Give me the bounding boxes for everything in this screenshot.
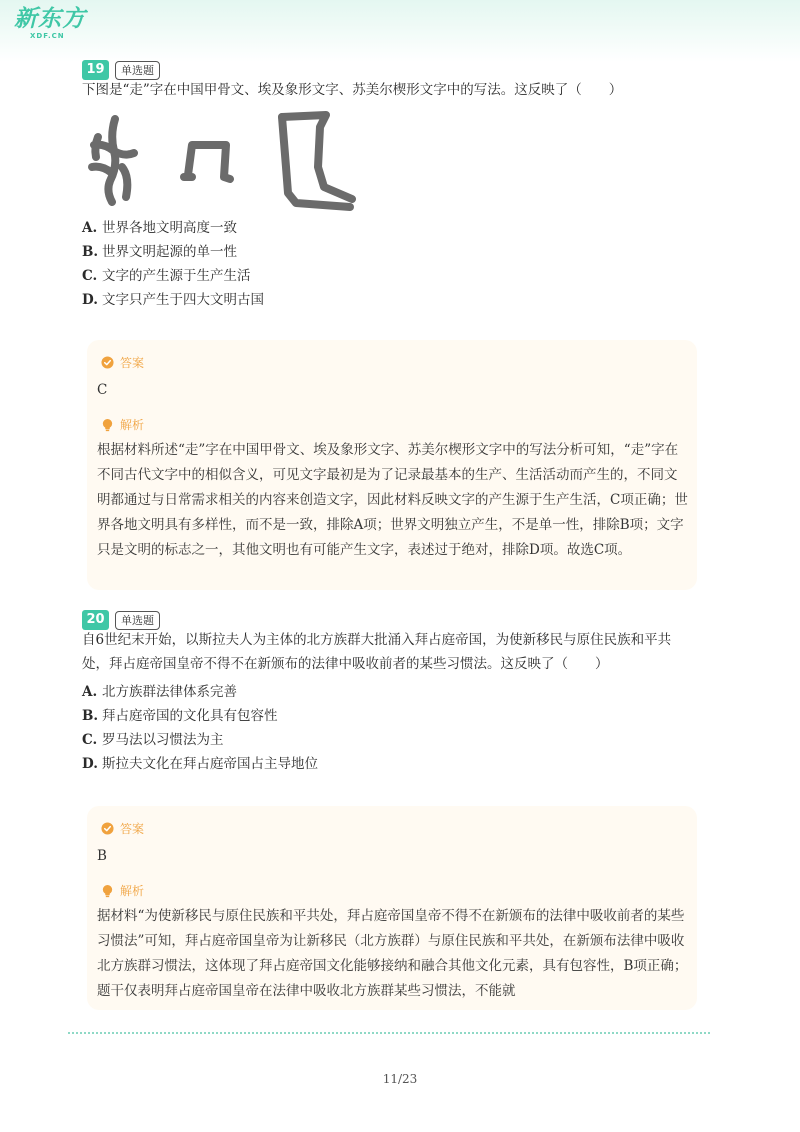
answer-label (101, 820, 144, 837)
option-c[interactable] (82, 728, 318, 752)
option-a[interactable] (82, 680, 318, 704)
answer-value: C (97, 382, 108, 398)
check-badge-icon (101, 356, 114, 369)
option-text: 世界各地文明高度一致 (102, 220, 237, 236)
option-d[interactable] (82, 288, 264, 312)
logo-text: 新东方 (14, 6, 86, 32)
check-badge-icon (101, 822, 114, 835)
answer-label-text: 答案 (120, 822, 145, 836)
logo-subtext: XDF.CN (30, 32, 65, 40)
option-a[interactable] (82, 216, 264, 240)
option-text: 北方族群法律体系完善 (102, 684, 237, 700)
question-19-header (82, 60, 160, 80)
option-letter: A. (82, 220, 98, 236)
question-20-header (82, 610, 160, 630)
lightbulb-icon (101, 418, 114, 432)
option-letter: B. (82, 244, 99, 260)
option-text: 罗马法以习惯法为主 (102, 732, 224, 748)
options-q19 (82, 216, 264, 312)
option-text: 拜占庭帝国的文化具有包容性 (102, 708, 278, 724)
analysis-text: 据材料“为使新移民与原住民族和平共处，拜占庭帝国皇帝不得不在新颁布的法律中吸收前者的某些习惯法”可知，拜占庭帝国皇帝为让新移民（北方族群）与原住民族和平共处，在新颁布法律中吸收北方族群习惯法，这体现了拜占庭帝国文化能够接纳和融合其他文化元素，具有包容性，B项正确；题干仅表明拜占庭帝国皇帝在法律中吸收北方族群某些习惯法，不能就 (97, 908, 688, 999)
analysis-text: 根据材料所述“走”字在中国甲骨文、埃及象形文字、苏美尔楔形文字中的写法分析可知，“走”字在不同古代文字中的相似含义，可见文字最初是为了记录最基本的生产、生活活动而产生的，不同文明都通过与日常需求相关的内容来创造文字，因此材料反映文字的产生源于生产生活，C项正确；世界各地文明具有多样性，而不是一致，排除A项；世界文明独立产生，不是单一性，排除B项；文字只是文明的标志之一，其他文明也有可能产生文字，表述过于绝对，排除D项。故选C项。 (97, 442, 688, 558)
option-letter: C. (82, 268, 98, 284)
analysis-label (101, 416, 144, 433)
option-b[interactable] (82, 704, 318, 728)
option-letter: A. (82, 684, 98, 700)
option-letter: D. (82, 292, 98, 308)
walk-glyphs-image (80, 107, 370, 217)
answer-value: B (97, 848, 107, 864)
cuneiform-glyph (282, 115, 352, 207)
question-stem: 自6世纪末开始，以斯拉夫人为主体的北方族群大批涌入拜占庭帝国，为使新移民与原住民族和平共处，拜占庭帝国皇帝不得不在新颁布的法律中吸收前者的某些习惯法。这反映了（ ） (82, 632, 672, 672)
question-type-badge: 单选题 (115, 611, 160, 630)
page-divider (68, 1032, 710, 1034)
egyptian-glyph (184, 145, 230, 179)
page-number: 11/23 (382, 1072, 418, 1086)
analysis-label-text: 解析 (120, 418, 145, 432)
option-letter: B. (82, 708, 99, 724)
answer-card-q19 (87, 340, 697, 590)
oracle-bone-glyph (92, 119, 134, 202)
header-band (0, 0, 800, 62)
question-type-badge: 单选题 (115, 61, 160, 80)
question-stem: 下图是“走”字在中国甲骨文、埃及象形文字、苏美尔楔形文字中的写法。这反映了（ ） (82, 82, 623, 98)
option-text: 斯拉夫文化在拜占庭帝国占主导地位 (102, 756, 318, 772)
option-d[interactable] (82, 752, 318, 776)
lightbulb-icon (101, 884, 114, 898)
analysis-label-text: 解析 (120, 884, 145, 898)
answer-label (101, 354, 144, 371)
question-number: 19 (82, 60, 109, 80)
analysis-label (101, 882, 144, 899)
answer-label-text: 答案 (120, 356, 145, 370)
option-text: 文字的产生源于生产生活 (102, 268, 251, 284)
option-b[interactable] (82, 240, 264, 264)
logo (14, 6, 86, 40)
option-text: 世界文明起源的单一性 (102, 244, 237, 260)
question-number: 20 (82, 610, 109, 630)
option-letter: D. (82, 756, 98, 772)
options-q20 (82, 680, 318, 776)
answer-card-q20 (87, 806, 697, 1010)
option-text: 文字只产生于四大文明古国 (102, 292, 264, 308)
option-letter: C. (82, 732, 98, 748)
option-c[interactable] (82, 264, 264, 288)
